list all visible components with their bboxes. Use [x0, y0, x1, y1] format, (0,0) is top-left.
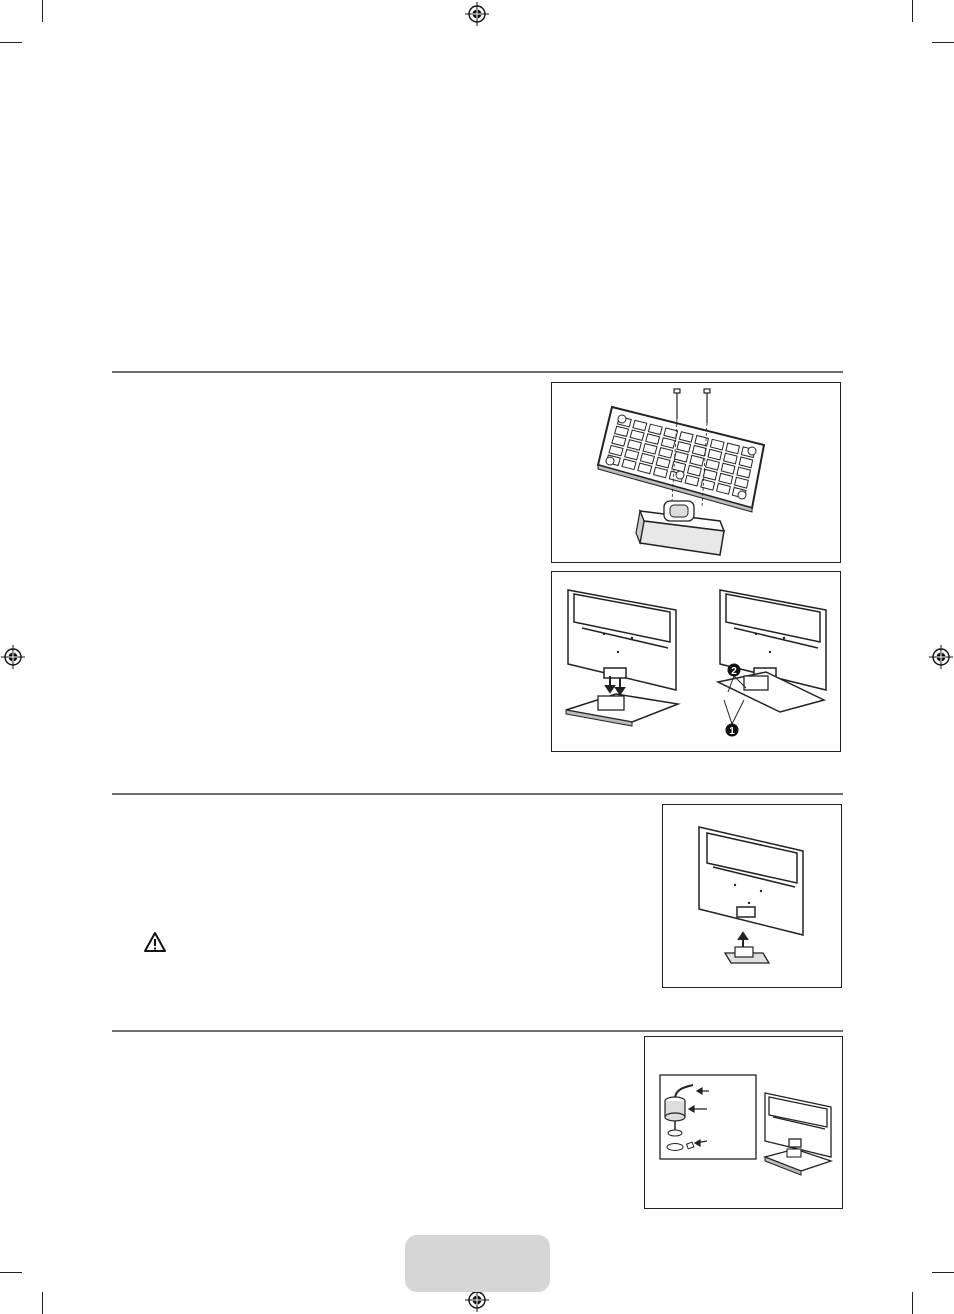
- page-number-tab: [405, 1235, 550, 1292]
- section-rule-stand-assembly: [112, 371, 843, 373]
- figure-cable-holder: [644, 1036, 843, 1209]
- screw-hole: [748, 447, 756, 455]
- warning-triangle-icon: [143, 931, 167, 953]
- registration-mark-icon: [1, 645, 25, 669]
- figure-stand-base-assembly: [551, 382, 841, 563]
- svg-text:2: 2: [731, 666, 737, 677]
- screw-hole: [618, 415, 626, 423]
- section-rule-wall-mount: [112, 1030, 843, 1032]
- figure-attach-tv-to-stand: [551, 571, 841, 752]
- svg-text:1: 1: [729, 726, 735, 737]
- figure-remove-guide-stand: [662, 804, 842, 988]
- callout-badge-two: [728, 664, 741, 678]
- section-rule-stand-removal: [112, 793, 843, 795]
- screw-hole: [676, 471, 684, 479]
- registration-mark-icon: [465, 2, 489, 26]
- registration-mark-icon: [929, 645, 953, 669]
- screw-hole: [738, 491, 746, 499]
- screw-hole: [606, 457, 614, 465]
- callout-badge-one: [726, 724, 739, 738]
